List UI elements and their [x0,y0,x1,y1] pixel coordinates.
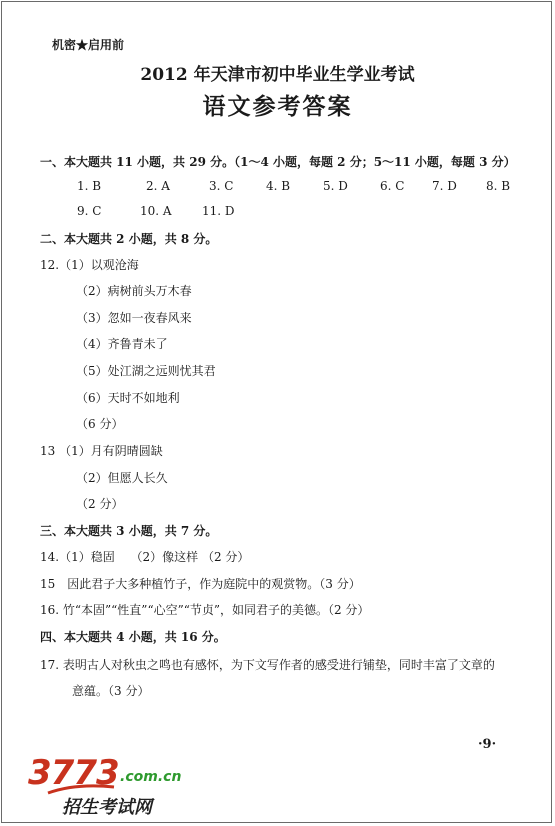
q17-line-1: 17. 表明古人对秋虫之鸣也有感怀，为下文写作者的感受进行铺垫，同时丰富了文章的 [40,658,495,672]
answer-11: 11. D [202,204,235,218]
watermark-number: 3773 [28,753,119,793]
q12-line-3: （3）忽如一夜春风来 [76,311,192,325]
q14-answer: 14.（1）稳固 （2）像这样 （2 分） [40,550,250,564]
q13-score: （2 分） [76,497,124,511]
page-number: ·9· [478,737,497,752]
section3-heading: 三、本大题共 3 小题，共 7 分。 [40,524,218,538]
answer-8: 8. B [486,179,511,193]
exam-title: 2012 年天津市初中毕业生学业考试 [140,65,415,85]
q12-line-6: （6）天时不如地利 [76,391,180,405]
confidential-label: 机密★启用前 [52,38,125,52]
answer-6: 6. C [380,179,405,193]
q12-line-4: （4）齐鲁青未了 [76,337,168,351]
watermark-logo [28,753,182,823]
answer-1: 1. B [77,179,102,193]
answer-3: 3. C [209,179,234,193]
watermark-tagline: 招生考试网 [62,797,152,818]
section4-heading: 四、本大题共 4 小题，共 16 分。 [40,630,226,644]
q12-score: （6 分） [76,417,124,431]
section1-heading: 一、本大题共 11 小题，共 29 分。（1～4 小题，每题 2 分；5～11 小题，每题 3 分） [40,155,516,169]
q13-line-1: 13 （1）月有阴晴圆缺 [40,444,163,458]
answer-10: 10. A [140,204,172,218]
watermark-domain: .com.cn [120,769,182,785]
document-subtitle: 语文参考答案 [202,93,353,120]
answer-2: 2. A [146,179,170,193]
q12-line-1: 12.（1）以观沧海 [40,258,139,272]
answer-7: 7. D [432,179,457,193]
q17-line-2: 意蕴。（3 分） [72,684,150,698]
q15-answer: 15 因此君子大多种植竹子，作为庭院中的观赏物。（3 分） [40,577,361,591]
q13-line-2: （2）但愿人长久 [76,471,168,485]
answer-9: 9. C [77,204,102,218]
section2-heading: 二、本大题共 2 小题，共 8 分。 [40,232,218,246]
answer-4: 4. B [266,179,291,193]
page-frame [1,1,552,823]
q12-line-2: （2）病树前头万木春 [76,284,192,298]
answer-5: 5. D [323,179,348,193]
q12-line-5: （5）处江湖之远则忧其君 [76,364,216,378]
q16-answer: 16. 竹“本固”“性直”“心空”“节贞”，如同君子的美德。（2 分） [40,603,370,617]
